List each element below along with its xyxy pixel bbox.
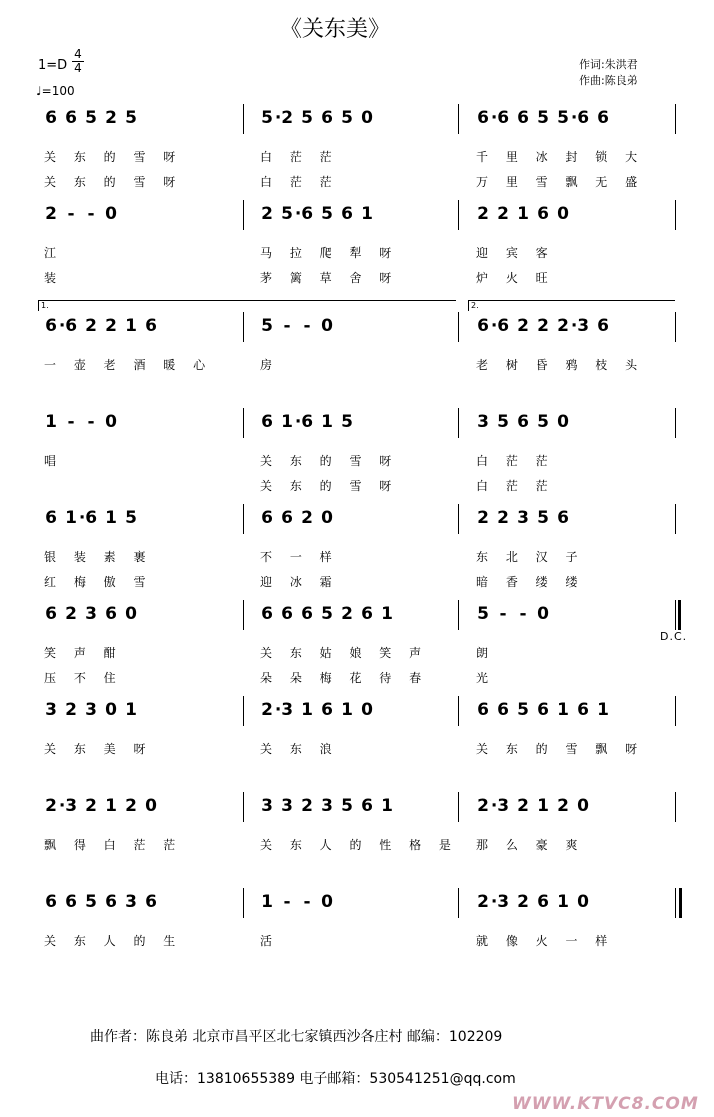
final-barline [678,600,681,630]
measure [476,316,616,346]
note: 2 [477,892,489,912]
note: 6 [597,108,609,128]
barline [675,312,676,342]
lyric-verse-1: 马 拉 爬 犁 呀 [260,246,393,260]
note: 5 [85,108,97,128]
note: 2 [341,604,353,624]
note: 3 [517,508,529,528]
barline [458,200,459,230]
note: 6 [105,892,117,912]
note: 1 [125,700,137,720]
note-dash: - [303,892,311,912]
lyric-verse-1: 关 东 人 的 性 格 是 [260,838,452,852]
note: ·3 [490,796,510,816]
note: 6 [45,316,57,336]
lyric-verse-1: 江 [44,246,58,260]
barline [458,104,459,134]
measure [476,892,596,922]
note: 5 [341,412,353,432]
note: 6 [557,508,569,528]
note: 1 [341,700,353,720]
note-rest: 0 [125,604,137,624]
note-dash: - [87,412,95,432]
note: 6 [105,604,117,624]
note-rest: 0 [105,204,117,224]
note: 6 [45,108,57,128]
note: 5 [301,108,313,128]
note: ·3 [58,796,78,816]
end-barline [679,888,682,918]
note-rest: 0 [321,508,333,528]
measure [260,412,360,442]
note: 3 [477,412,489,432]
note: 6 [497,700,509,720]
note: 6 [477,108,489,128]
note: 2 [517,316,529,336]
measure [476,700,616,730]
composer-credit: 作曲:陈良弟 [579,74,638,87]
note: 5 [557,108,569,128]
note: 6 [361,604,373,624]
barline [675,104,676,134]
note: 2 [301,508,313,528]
measure [44,604,144,634]
lyric-verse-1: 就 像 火 一 样 [476,934,609,948]
note-rest: 0 [557,412,569,432]
barline [458,408,459,438]
note: 3 [321,796,333,816]
note: 2 [65,604,77,624]
note: 2 [301,796,313,816]
lyric-verse-1: 唱 [44,454,58,468]
lyric-verse-2: 朵 朵 梅 花 待 春 [260,671,423,685]
note: 6 [517,108,529,128]
measure [44,508,144,538]
barline [675,792,676,822]
note: 1 [301,700,313,720]
lyric-verse-1: 房 [260,358,274,372]
note: 6 [517,412,529,432]
time-signature [72,48,84,75]
note: 2 [45,204,57,224]
note: 1 [381,604,393,624]
note: 5 [517,700,529,720]
note: 2 [85,316,97,336]
note: ·6 [490,108,510,128]
note: 1 [557,700,569,720]
note: 5 [537,108,549,128]
note: 6 [321,700,333,720]
note: 2 [497,508,509,528]
barline [675,504,676,534]
note-dash: - [283,316,291,336]
barline [243,200,244,230]
note: 5 [261,316,273,336]
note-rest: 0 [321,316,333,336]
lyric-verse-2: 炉 火 旺 [476,271,549,285]
note: 1 [65,508,77,528]
measure [260,316,340,346]
lyric-verse-1: 迎 宾 客 [476,246,549,260]
lyric-verse-1: 关 东 浪 [260,742,333,756]
measure [260,700,380,730]
note: 3 [85,700,97,720]
note: 5 [477,604,489,624]
lyricist-credit: 作词:朱洪君 [579,58,638,71]
note: 6 [45,604,57,624]
note: ·3 [490,892,510,912]
lyric-verse-2: 白 茫 茫 [476,479,549,493]
tempo-marking: ♩=100 [36,84,75,98]
measure [260,892,340,922]
lyric-verse-1: 千 里 冰 封 锁 大 [476,150,639,164]
lyric-verse-1: 老 树 昏 鸦 枝 头 [476,358,639,372]
note: 2 [125,796,137,816]
measure [260,108,380,138]
lyric-verse-2: 压 不 住 [44,671,117,685]
footer-phone-email-line: 电话：13810655389 电子邮箱：530541251@qq.com [155,1071,516,1087]
lyric-verse-1: 白 茫 茫 [260,150,333,164]
note-rest: 0 [361,700,373,720]
note: ·6 [294,204,314,224]
note: 2 [477,508,489,528]
lyric-verse-2: 红 梅 傲 雪 [44,575,147,589]
measure [476,508,576,538]
note-dash: - [499,604,507,624]
key-signature: 1=D [38,58,68,73]
note: 6 [45,892,57,912]
barline [243,888,244,918]
note: 1 [321,412,333,432]
note-dash: - [519,604,527,624]
note-rest: 0 [145,796,157,816]
volta-second-ending: 2. [468,300,675,311]
measure [44,316,164,346]
note: 6 [537,892,549,912]
note: 2 [557,316,569,336]
note-dash: - [67,412,75,432]
note: ·6 [58,316,78,336]
note: 3 [85,604,97,624]
lyric-verse-1: 关 东 姑 娘 笑 声 [260,646,423,660]
footer-contact-line: 曲作者：陈良弟 北京市昌平区北七家镇西沙各庄村 邮编：102209 [90,1029,503,1045]
note: 1 [261,892,273,912]
note: 5 [497,412,509,432]
note: 1 [597,700,609,720]
barline [243,696,244,726]
note: 6 [537,204,549,224]
note: 3 [45,700,57,720]
lyric-verse-2: 关 东 的 雪 呀 [44,175,177,189]
note: 5 [537,508,549,528]
measure [260,604,400,634]
lyric-verse-1: 那 么 豪 爽 [476,838,579,852]
barline [675,408,676,438]
note: 6 [45,508,57,528]
note: 2 [261,204,273,224]
measure [44,796,164,826]
note: 5 [321,204,333,224]
lyric-verse-2: 迎 冰 霜 [260,575,333,589]
barline [458,792,459,822]
note-dash: - [67,204,75,224]
note: 2 [517,892,529,912]
lyric-verse-2: 装 [44,271,58,285]
note: 6 [577,700,589,720]
note: 6 [261,412,273,432]
note-rest: 0 [321,892,333,912]
barline [243,504,244,534]
note: 5 [261,108,273,128]
note-dash: - [283,892,291,912]
barline [458,504,459,534]
lyric-verse-2: 关 东 的 雪 呀 [260,479,393,493]
note-dash: - [87,204,95,224]
note: 6 [341,204,353,224]
barline [675,200,676,230]
note: 5 [321,604,333,624]
lyric-verse-1: 飘 得 白 茫 茫 [44,838,177,852]
note: 2 [517,796,529,816]
barline [675,888,676,918]
note: 6 [145,316,157,336]
lyric-verse-2: 茅 篱 草 舍 呀 [260,271,393,285]
note: 6 [477,316,489,336]
time-signature-bottom: 4 [74,61,82,75]
site-watermark: WWW.KTVC8.COM [512,1094,699,1114]
note: 3 [261,796,273,816]
lyric-verse-1: 关 东 人 的 生 [44,934,177,948]
barline [243,600,244,630]
note: 5 [281,204,293,224]
note: 6 [301,604,313,624]
barline [675,600,676,630]
note: ·6 [570,108,590,128]
note-rest: 0 [361,108,373,128]
note: 6 [321,108,333,128]
note: 1 [125,316,137,336]
note-rest: 0 [577,892,589,912]
note: 6 [361,796,373,816]
note: ·3 [570,316,590,336]
measure [476,108,616,138]
note: 2 [497,204,509,224]
lyric-verse-1: 关 东 的 雪 呀 [44,150,177,164]
note-dash: - [303,316,311,336]
note: 6 [597,316,609,336]
note-rest: 0 [105,412,117,432]
note: 1 [105,508,117,528]
barline [458,888,459,918]
lyric-verse-1: 关 东 的 雪 飘 呀 [476,742,639,756]
barline [243,792,244,822]
note: 1 [381,796,393,816]
note: 2 [557,796,569,816]
note: ·6 [78,508,98,528]
note: ·6 [490,316,510,336]
lyric-verse-1: 银 装 素 裹 [44,550,147,564]
note: 2 [261,700,273,720]
note: 5 [85,892,97,912]
note: 2 [45,796,57,816]
barline [675,696,676,726]
measure [260,508,340,538]
lyric-verse-1: 白 茫 茫 [476,454,549,468]
note: 5 [341,108,353,128]
note-rest: 0 [577,796,589,816]
measure [44,412,124,442]
barline [243,312,244,342]
note: 1 [281,412,293,432]
lyric-verse-2: 暗 香 缕 缕 [476,575,579,589]
note: 1 [557,892,569,912]
barline [243,408,244,438]
note: 2 [105,316,117,336]
note: 6 [281,508,293,528]
lyric-verse-1: 不 一 样 [260,550,333,564]
lyric-verse-1: 朗 [476,646,490,660]
note: 6 [65,892,77,912]
note: 6 [65,108,77,128]
barline [458,312,459,342]
note: 6 [477,700,489,720]
note: 3 [281,796,293,816]
note: 6 [261,508,273,528]
note: 1 [361,204,373,224]
measure [44,892,164,922]
note: 2 [65,700,77,720]
barline [243,104,244,134]
note: 5 [125,508,137,528]
note: 1 [517,204,529,224]
note: ·3 [274,700,294,720]
lyric-verse-1: 笑 声 酣 [44,646,117,660]
note: 2 [477,796,489,816]
note: 5 [125,108,137,128]
measure [476,796,596,826]
note: 1 [537,796,549,816]
note-rest: 0 [557,204,569,224]
volta-first-ending: 1. [38,300,456,311]
note: 1 [105,796,117,816]
lyric-verse-2: 万 里 雪 飘 无 盛 [476,175,639,189]
note: 6 [145,892,157,912]
measure [44,108,144,138]
note: ·2 [274,108,294,128]
da-capo-mark: D.C. [660,630,688,643]
note: 6 [261,604,273,624]
lyric-verse-1: 关 东 的 雪 呀 [260,454,393,468]
note: 5 [341,796,353,816]
lyric-verse-1: 活 [260,934,274,948]
barline [458,600,459,630]
lyric-verse-1: 东 北 汉 子 [476,550,579,564]
measure [44,204,124,234]
measure [260,204,380,234]
note: 1 [45,412,57,432]
barline [458,696,459,726]
note: 6 [537,700,549,720]
measure [476,604,556,634]
lyric-verse-1: 关 东 美 呀 [44,742,147,756]
lyric-verse-2: 白 茫 茫 [260,175,333,189]
measure [476,204,576,234]
note: 2 [105,108,117,128]
lyric-verse-1: 一 壶 老 酒 暖 心 [44,358,207,372]
note: ·6 [294,412,314,432]
note: 5 [537,412,549,432]
measure [476,412,576,442]
song-title: 《关东美》 [280,17,391,42]
note: 3 [125,892,137,912]
measure [260,796,400,826]
note: 2 [85,796,97,816]
lyric-verse-2: 光 [476,671,490,685]
note: 6 [281,604,293,624]
note-rest: 0 [537,604,549,624]
time-signature-top: 4 [74,47,82,61]
note: 2 [537,316,549,336]
note-rest: 0 [105,700,117,720]
measure [44,700,144,730]
note: 2 [477,204,489,224]
